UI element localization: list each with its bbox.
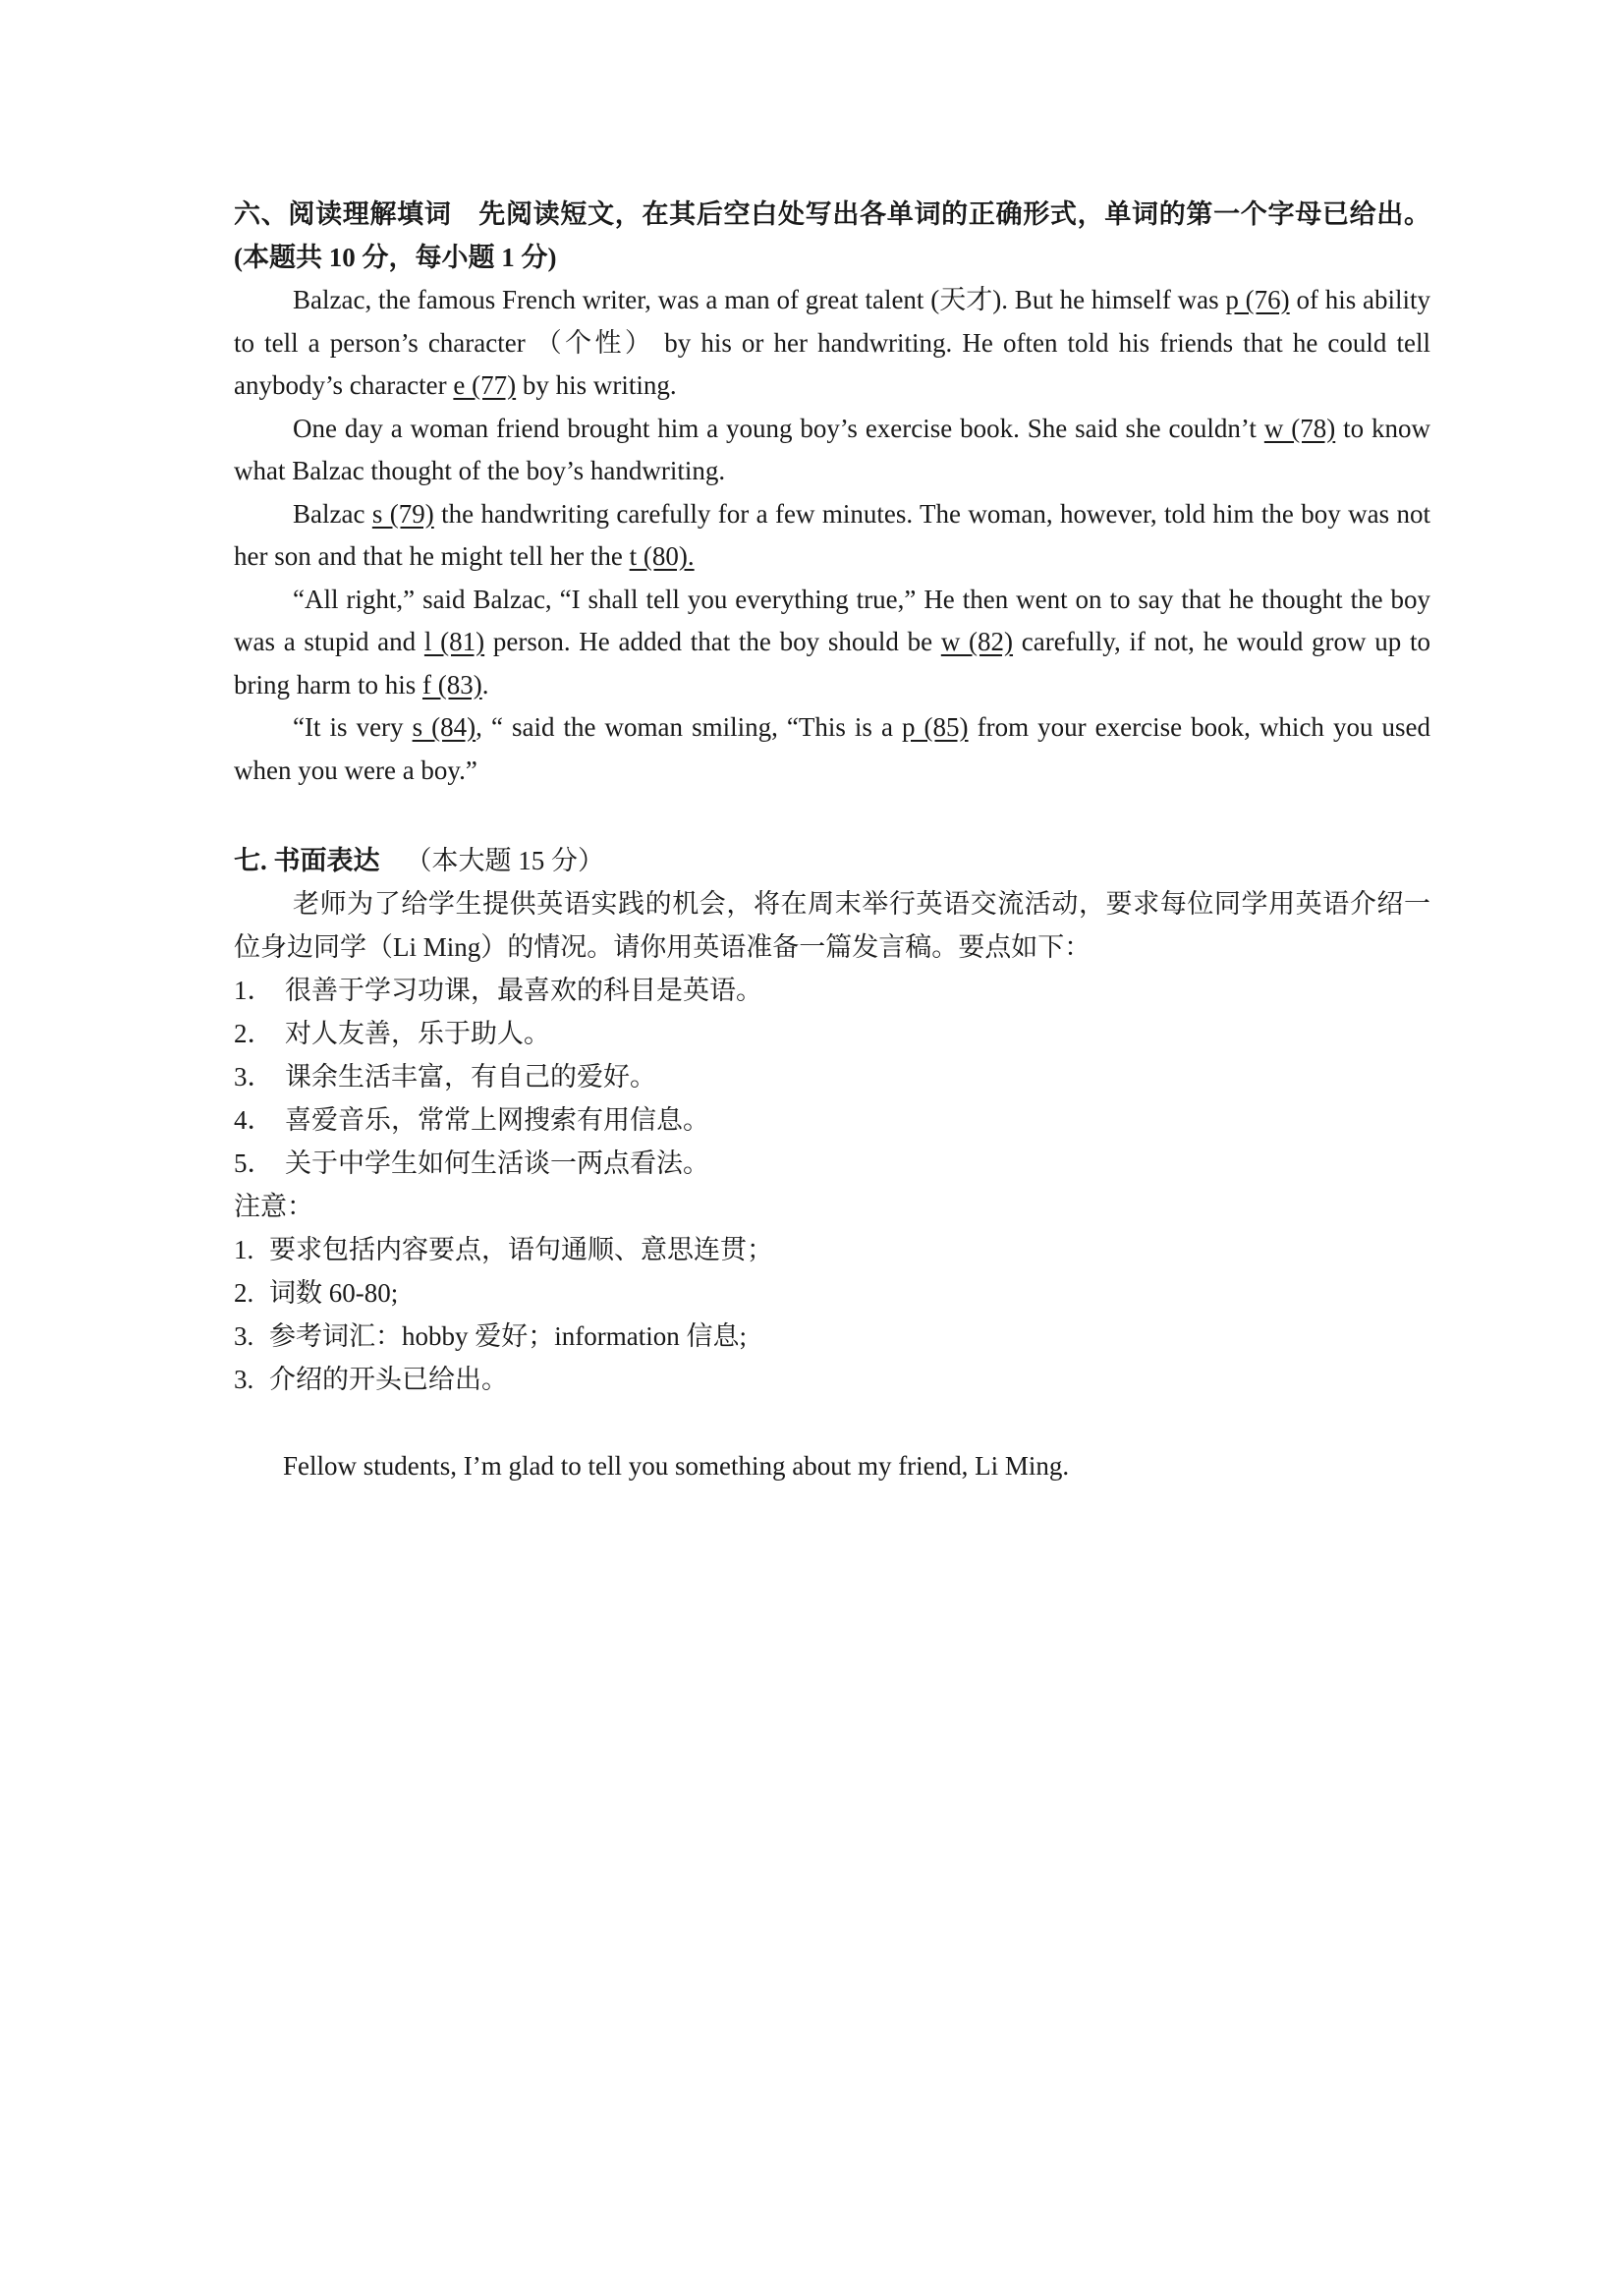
key-point-number: 2． bbox=[234, 1019, 274, 1048]
note-item bbox=[234, 1358, 1430, 1401]
note-number: 2. bbox=[234, 1278, 254, 1308]
passage-paragraph-2 bbox=[234, 408, 1430, 493]
passage-paragraph-5 bbox=[234, 706, 1430, 792]
key-point-text: 课余生活丰富，有自己的爱好。 bbox=[285, 1062, 656, 1092]
key-point-text: 对人友善，乐于助人。 bbox=[285, 1019, 550, 1048]
note-item bbox=[234, 1271, 1430, 1315]
section6-heading: 六、阅读理解填词 先阅读短文，在其后空白处写出各单词的正确形式，单词的第一个字母已给出。(本题共 10 分，每小题 1 分) bbox=[234, 199, 1430, 272]
blank-79: s (79) bbox=[371, 498, 434, 529]
key-point-item bbox=[234, 1142, 1430, 1185]
passage-text: One day a woman friend brought him a young boy’s exercise book. She said she couldn’t bbox=[293, 413, 1264, 443]
passage-paragraph-1 bbox=[234, 279, 1430, 408]
key-point-text: 很善于学习功课，最喜欢的科目是英语。 bbox=[285, 976, 762, 1005]
key-point-text: 关于中学生如何生活谈一两点看法。 bbox=[285, 1148, 709, 1178]
note-text: 介绍的开头已给出。 bbox=[269, 1365, 508, 1394]
key-point-item bbox=[234, 1055, 1430, 1098]
essay-opening-sentence: Fellow students, I’m glad to tell you something about my friend, Li Ming. bbox=[283, 1451, 1070, 1481]
key-point-item bbox=[234, 1012, 1430, 1055]
note-item bbox=[234, 1228, 1430, 1271]
key-point-item bbox=[234, 1098, 1430, 1142]
key-point-number: 1． bbox=[234, 976, 274, 1005]
exam-page bbox=[234, 193, 1430, 1487]
blank-81: l (81) bbox=[423, 627, 485, 656]
key-point-number: 5． bbox=[234, 1148, 274, 1178]
blank-80: t (80). bbox=[629, 541, 695, 571]
notes-label: 注意： bbox=[234, 1192, 313, 1221]
blank-85: p (85) bbox=[902, 712, 969, 742]
passage-text: of his ability to tell a person’s character （个性） by his or her handwriting. He often told his friends that he could tell anybody’s character bbox=[234, 285, 1430, 400]
passage-text: “It is very bbox=[293, 712, 413, 742]
key-point-item bbox=[234, 969, 1430, 1012]
blank-77: e (77) bbox=[453, 370, 517, 400]
passage-text: the handwriting carefully for a few minutes. The woman, however, told him the boy was not her son and that he might tell her the bbox=[234, 498, 1430, 571]
passage-text: carefully, if not, he would grow up to bring harm to his bbox=[234, 627, 1431, 700]
section7-score-note: （本大题 15 分） bbox=[405, 846, 604, 875]
passage-text: from your exercise book, which you used when you were a boy.” bbox=[234, 712, 1431, 785]
passage-text: “All right,” said Balzac, “I shall tell you everything true,” He then went on to say that he thought the boy was a stupid and bbox=[234, 584, 1430, 656]
section7-title: 七. 书面表达 bbox=[234, 846, 380, 875]
section7 bbox=[234, 839, 1430, 1487]
note-text: 参考词汇：hobby 爱好；information 信息; bbox=[269, 1321, 747, 1351]
note-text: 要求包括内容要点，语句通顺、意思连贯； bbox=[269, 1235, 773, 1264]
passage-text: person. He added that the boy should be bbox=[484, 627, 941, 656]
blank-83: f (83) bbox=[421, 669, 482, 700]
passage-text: , “ said the woman smiling, “This is a bbox=[476, 712, 903, 742]
note-number: 3. bbox=[234, 1365, 254, 1394]
blank-78: w (78) bbox=[1263, 413, 1336, 443]
note-number: 3. bbox=[234, 1321, 254, 1351]
note-text: 词数 60-80; bbox=[269, 1278, 399, 1308]
passage-paragraph-4 bbox=[234, 579, 1430, 707]
passage-text: Balzac, the famous French writer, was a man of great talent (天才). But he himself was bbox=[293, 285, 1226, 314]
key-point-text: 喜爱音乐，常常上网搜索有用信息。 bbox=[285, 1105, 709, 1135]
blank-76: p (76) bbox=[1225, 285, 1290, 314]
section7-title-line bbox=[234, 839, 1430, 882]
passage-text: to know what Balzac thought of the boy’s handwriting. bbox=[234, 413, 1430, 485]
passage-paragraph-3 bbox=[234, 493, 1430, 579]
note-item bbox=[234, 1315, 1430, 1358]
note-number: 1. bbox=[234, 1235, 254, 1264]
blank-84: s (84) bbox=[412, 712, 476, 742]
key-point-number: 4． bbox=[234, 1105, 274, 1135]
passage-text: Balzac bbox=[293, 498, 372, 529]
blank-82: w (82) bbox=[940, 627, 1014, 656]
passage-text: . bbox=[481, 669, 489, 700]
writing-task-description: 老师为了给学生提供英语实践的机会，将在周末举行英语交流活动，要求每位同学用英语介绍一位身边同学（Li Ming）的情况。请你用英语准备一篇发言稿。要点如下： bbox=[234, 889, 1430, 962]
passage-text: by his writing. bbox=[516, 370, 677, 400]
key-point-number: 3． bbox=[234, 1062, 274, 1092]
